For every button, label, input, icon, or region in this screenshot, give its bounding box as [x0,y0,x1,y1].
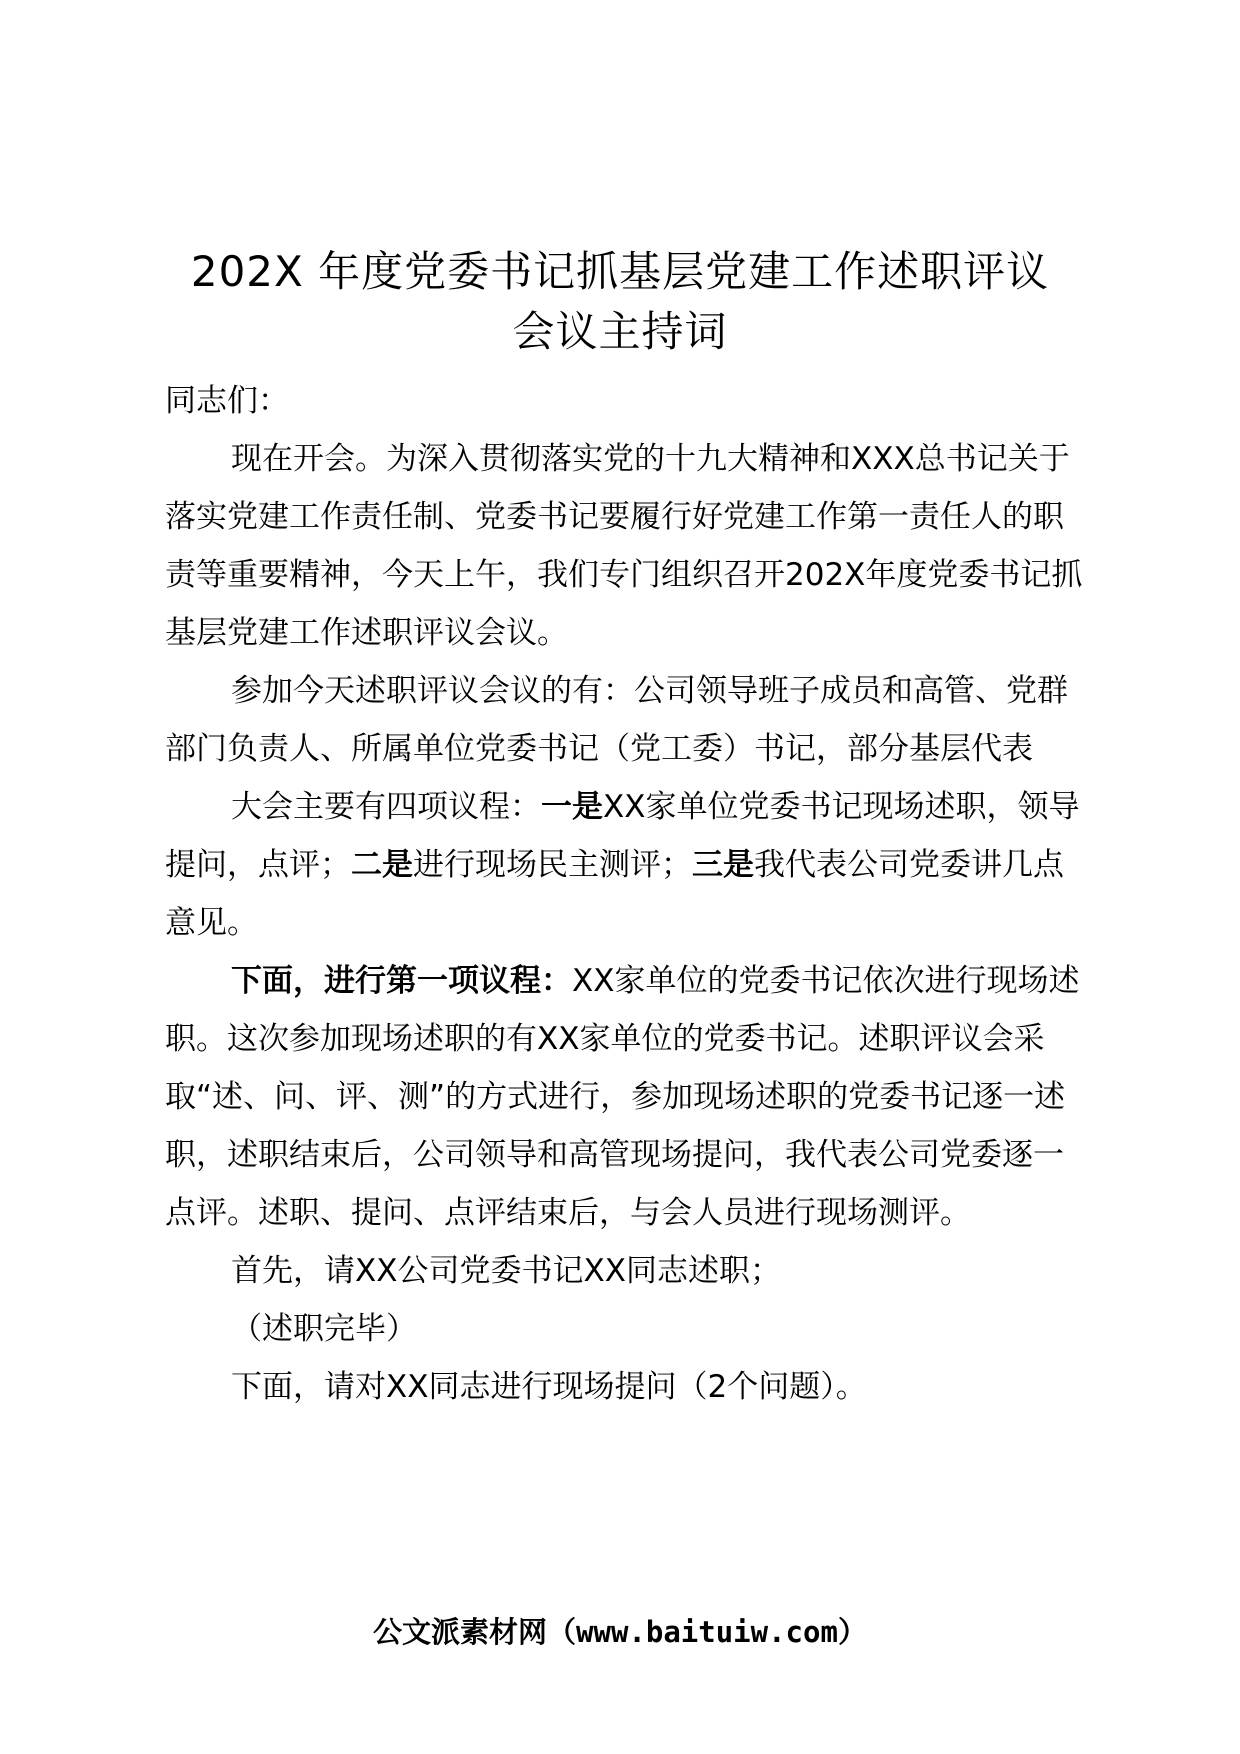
agenda-item-3-label: 三是 [692,847,754,883]
footer-url: （www.baituiw.com） [547,1615,867,1649]
paragraph-opening: 现在开会。为深入贯彻落实党的十九大精神和XXX总书记关于落实党建工作责任制、党委书记要履行好党建工作第一责任人的职责等重要精神，今天上午，我们专门组织召开202X年度党委书记抓基层党建工作述职评议会议。 [165,441,1083,651]
title-line-1: 202X 年度党委书记抓基层党建工作述职评议 [190,247,1050,296]
footer-watermark [0,1612,1240,1652]
paragraph-attendees: 参加今天述职评议会议的有：公司领导班子成员和高管、党群部门负责人、所属单位党委书记（党工委）书记，部分基层代表 [165,673,1068,767]
first-agenda-heading: 下面，进行第一项议程： [231,963,572,999]
agenda-item-1-label: 一是 [541,789,603,825]
document-title [160,242,1080,362]
paragraph-questions: 下面，请对XX同志进行现场提问（2个问题）。 [231,1369,867,1405]
salutation: 同志们： [165,383,289,419]
first-agenda-text: XX家单位的党委书记依次进行现场述职。这次参加现场述职的有XX家单位的党委书记。述职评议会采取“述、问、评、测”的方式进行，参加现场述职的党委书记逐一述职，述职结束后，公司领导和高管现场提问，我代表公司党委逐一点评。述职、提问、点评结束后，与会人员进行现场测评。 [165,963,1080,1231]
agenda-item-3-text: 我代表公司党委讲几点意见。 [165,847,1064,941]
footer-site-name: 公文派素材网 [373,1615,548,1649]
agenda-intro: 大会主要有四项议程： [231,789,541,825]
paragraph-first-agenda [165,952,1085,1242]
paragraph-agenda [165,778,1085,952]
document-body [165,372,1085,1416]
paragraph-report-finished: （述职完毕） [231,1311,417,1347]
title-line-2: 会议主持词 [512,307,728,356]
paragraph-first-speaker: 首先，请XX公司党委书记XX同志述职； [231,1253,781,1289]
agenda-item-2-text: 进行现场民主测评； [413,847,692,883]
agenda-item-1-text: XX家单位党委书记现场述职，领导提问，点评； [165,789,1080,883]
agenda-item-2-label: 二是 [351,847,413,883]
